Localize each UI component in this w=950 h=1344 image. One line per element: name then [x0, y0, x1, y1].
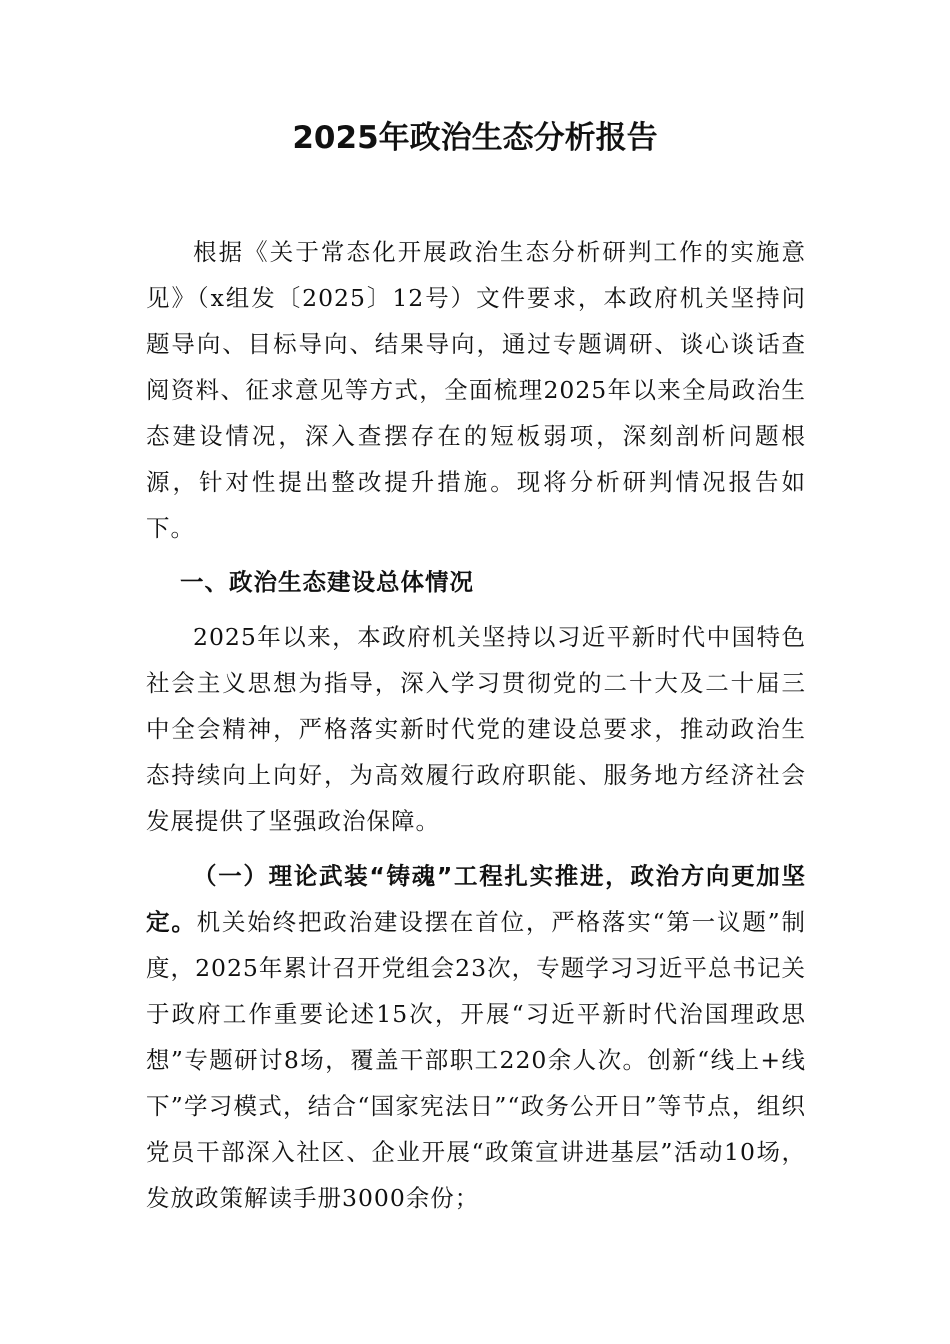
intro-paragraph: 根据《关于常态化开展政治生态分析研判工作的实施意见》（x组发〔2025〕12号）文件要求，本政府机关坚持问题导向、目标导向、结果导向，通过专题调研、谈心谈话查阅资料、征求意见等方式，全面梳理2025年以来全局政治生态建设情况，深入查摆存在的短板弱项，深刻剖析问题根源，针对性提出整改提升措施。现将分析研判情况报告如下。 — [146, 238, 806, 542]
section1-paragraph: 2025年以来，本政府机关坚持以习近平新时代中国特色社会主义思想为指导，深入学习贯彻党的二十大及二十届三中全会精神，严格落实新时代党的建设总要求，推动政治生态持续向上向好，为高效履行政府职能、服务地方经济社会发展提供了坚强政治保障。 — [146, 623, 806, 835]
subsection1-body: 机关始终把政治建设摆在首位，严格落实“第一议题”制度，2025年累计召开党组会23次，专题学习习近平总书记关于政府工作重要论述15次，开展“习近平新时代治国理政思想”专题研讨8场，覆盖干部职工220余人次。创新“线上+线下”学习模式，结合“国家宪法日”“政务公开日”等节点，组织党员干部深入社区、企业开展“政策宣讲进基层”活动10场，发放政策解读手册3000余份； — [146, 908, 807, 1212]
document-title: 2025年政治生态分析报告 — [292, 120, 658, 156]
intro-paragraph-block — [146, 229, 806, 551]
section-heading-1: 一、政治生态建设总体情况 — [180, 568, 474, 596]
subsection1-paragraph — [146, 853, 806, 1221]
subsection1-paragraph-block — [146, 853, 806, 1221]
subsection-heading-1: （一）理论武装“铸魂”工程扎实推进，政治方向更加坚定。 — [146, 862, 806, 936]
section1-paragraph-block — [146, 614, 806, 844]
